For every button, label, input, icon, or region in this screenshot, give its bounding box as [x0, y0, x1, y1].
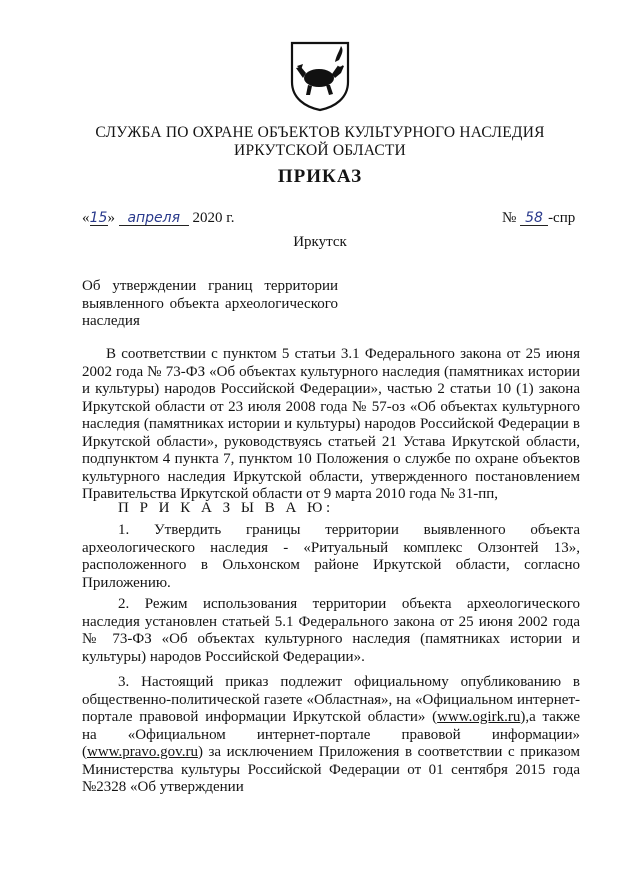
document-date [82, 210, 234, 227]
date-day-value: 15 [89, 210, 108, 226]
date-day [90, 211, 108, 226]
order-item-3-text-b: ),а также на «Официальном интернет-портале правовой информации» ( [82, 709, 580, 760]
organization-name-line1: СЛУЖБА ПО ОХРАНЕ ОБЪЕКТОВ КУЛЬТУРНОГО НАСЛЕДИЯ [95, 124, 545, 141]
coat-of-arms-emblem [289, 40, 351, 112]
document-type-title: ПРИКАЗ [277, 166, 363, 187]
organization-name-line2: ИРКУТСКОЙ ОБЛАСТИ [234, 142, 406, 159]
date-year: 2020 г. [192, 210, 235, 226]
document-number [502, 210, 575, 227]
order-item-2: 2. Режим использования территории объекта археологического наследия установлен статьей 5.1 Федерального закона от 25 июня 2002 года № 73-ФЗ «Об объектах культурного наследия (памятниках истории и культуры) народов Российской Федерации». [82, 596, 580, 665]
order-heading: П Р И К А З Ы В А Ю: [118, 500, 334, 516]
order-item-1: 1. Утвердить границы территории выявленного объекта археологического наследия - «Ритуальный комплекс Олзонтей 13», расположенного в Ольхонском районе Иркутской области, согласно Приложению. [82, 522, 580, 591]
date-month-value: апреля [127, 210, 181, 226]
city-name: Иркутск [293, 234, 347, 250]
order-item-3-text-a: 3. Настоящий приказ подлежит официальному опубликованию в общественно-политической газете «Областная», на «Официальном интернет-портале правовой информации Иркутской области» ( [82, 674, 580, 725]
document-subject: Об утверждении границ территории выявленного объекта археологического наследия [82, 278, 338, 329]
order-item-3-text-c: ) за исключением Приложения в соответствии с приказом Министерства культуры Российской Федерации от 01 сентября 2015 года №2328 «Об утверждении [82, 744, 580, 795]
date-month [119, 211, 189, 226]
preamble-paragraph: В соответствии с пунктом 5 статьи 3.1 Федерального закона от 25 июня 2002 года № 73-ФЗ «Об объектах культурного наследия (памятниках истории и культуры) народов Российской Федерации», частью 2 статьи 10 (1) закона Иркутской области от 23 июля 2008 года № 57-оз «Об объектах культурного наследия (памятниках истории и культуры) народов Российской Федерации в Иркутской области», руководствуясь статьей 21 Устава Иркутской области, подпунктом 4 пункта 7, пунктом 10 Положения о службе по охране объектов культурного наследия Иркутской области, утвержденного постановлением Правительства Иркутской области от 9 марта 2010 года № 31-пп, [82, 346, 580, 502]
number-value: 58 [525, 210, 543, 226]
link-pravo[interactable]: www.pravo.gov.ru [87, 744, 198, 760]
order-item-3 [82, 674, 580, 797]
link-ogirk[interactable]: www.ogirk.ru [437, 709, 521, 725]
date-close-quote: » [107, 210, 115, 226]
number-handwritten [520, 211, 548, 226]
number-suffix: -спр [548, 210, 576, 226]
number-prefix: № [502, 210, 517, 226]
date-open-quote: « [82, 210, 90, 226]
